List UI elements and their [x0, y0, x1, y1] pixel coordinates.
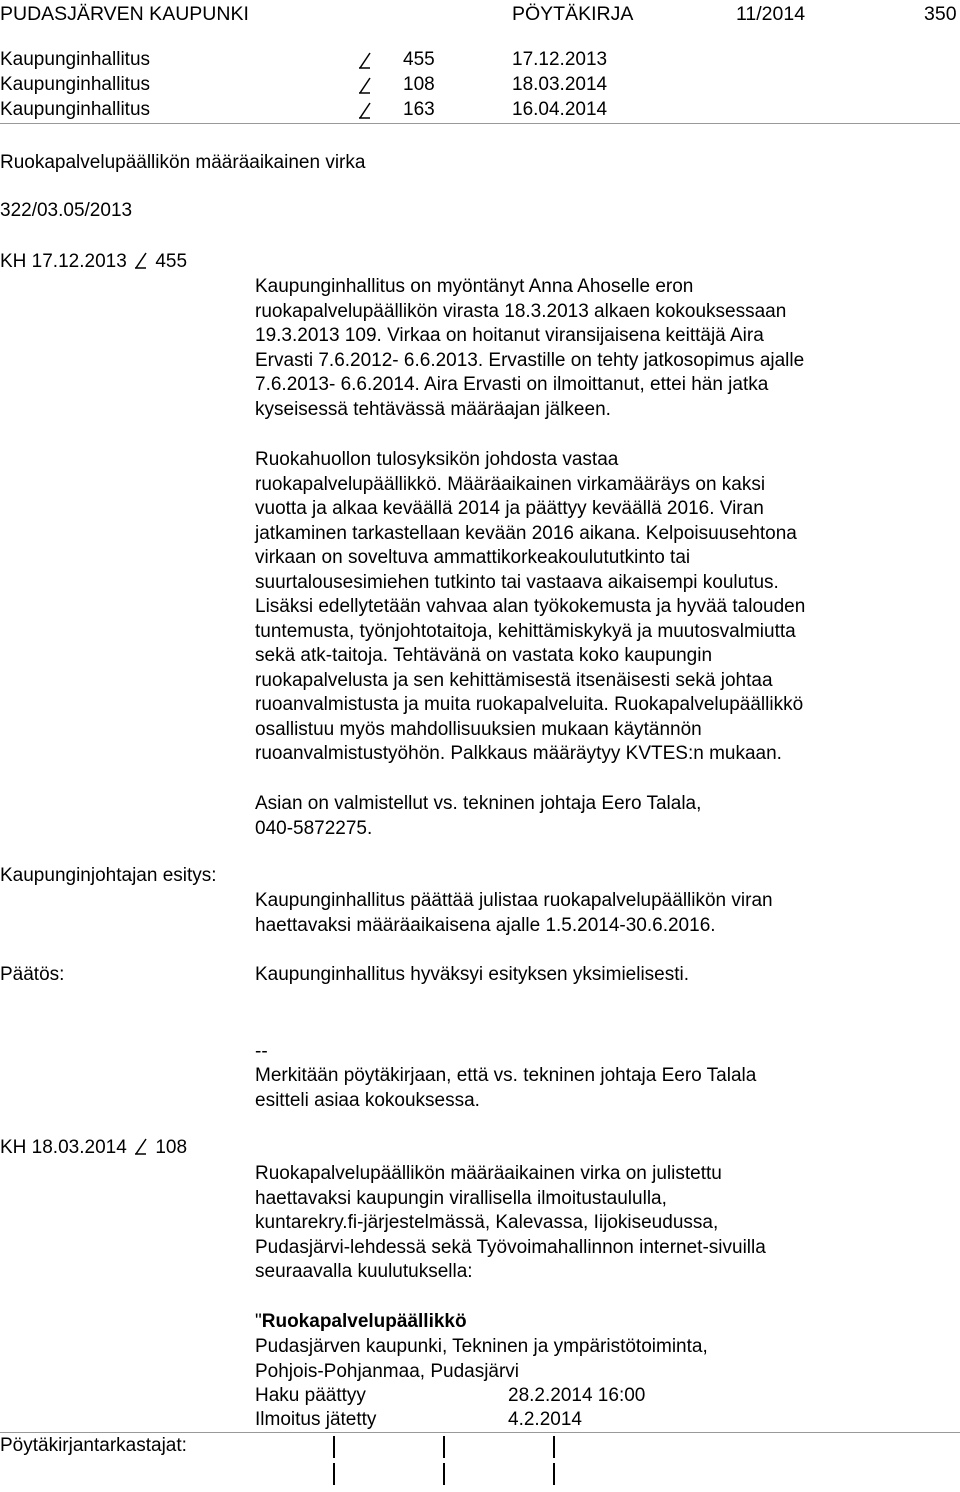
meeting-date: KH 18.03.2014 [0, 1137, 127, 1158]
section-sign-icon [358, 77, 372, 94]
text-line: ruokapalvelupäällikön virasta 18.3.2013 alkaen kokouksessaan [255, 300, 787, 322]
text-line: Ruokahuollon tulosyksikön johdosta vastaa [255, 449, 619, 470]
ad-row-value: 4.2.2014 [508, 1409, 582, 1430]
text-line: 19.3.2013 109. Virkaa on hoitanut viransijaisena keittäjä Aira [255, 325, 764, 346]
reference-section: 108 [403, 74, 435, 95]
text-line: ruokapalvelupäällikkö. Määräaikainen virkamääräys on kaksi [255, 473, 766, 495]
separator: -- [255, 1041, 268, 1062]
meeting-reference [0, 250, 187, 274]
text-line: seuraavalla kuulutuksella: [255, 1261, 473, 1282]
signature-box-divider [333, 1436, 335, 1458]
text-line: Asian on valmistellut vs. tekninen johtaja Eero Talala, [255, 793, 702, 814]
text-line: Kaupunginhallitus on myöntänyt Anna Ahoselle eron [255, 276, 694, 297]
proposal-label: Kaupunginjohtajan esitys: [0, 865, 217, 886]
diary-number: 322/03.05/2013 [0, 200, 133, 221]
text-line: esitteli asiaa kokouksessa. [255, 1089, 480, 1111]
meeting-date: KH 17.12.2013 [0, 251, 127, 272]
reference-body: Kaupunginhallitus [0, 99, 151, 120]
organization-name: PUDASJÄRVEN KAUPUNKI [0, 3, 249, 25]
text-line: Lisäksi edellytetään vahvaa alan työkokemusta ja hyvää talouden [255, 596, 806, 617]
meeting-section: 455 [155, 251, 188, 272]
announcement-paragraph [255, 1162, 955, 1285]
text-line: kyseisessä tehtävässä määräajan jälkeen. [255, 398, 611, 420]
meeting-section: 108 [155, 1137, 188, 1158]
text-line: haettavaksi määräaikaisena ajalle 1.5.2014-30.6.2016. [255, 914, 716, 936]
ad-title-text: Ruokapalvelupäällikkö [261, 1311, 467, 1332]
text-line: Merkitään pöytäkirjaan, että vs. tekninen johtaja Eero Talala [255, 1065, 757, 1086]
text-line: ruoanvalmistusta ja muita ruokapalveluita. Ruokapalvelupäällikkö [255, 694, 804, 715]
preparer-paragraph [255, 792, 955, 841]
text-line: 7.6.2013- 6.6.2014. Aira Ervasti on ilmoittanut, ettei hän jatka [255, 374, 769, 395]
text-line: jatkaminen tarkastellaan kevään 2016 aikana. Kelpoisuusehtona [255, 522, 797, 544]
reference-date: 18.03.2014 [512, 74, 608, 95]
text-line: Pudasjärven kaupunki, Tekninen ja ympäristötoiminta, [255, 1336, 708, 1357]
reference-section: 163 [403, 99, 435, 120]
job-description-paragraph [255, 448, 955, 767]
text-line: sekä atk-taitoja. Tehtävänä on vastata koko kaupungin [255, 645, 713, 666]
text-line: suurtalousesimiehen tutkinto tai vastaava aikaisempi koulutus. [255, 571, 779, 593]
reference-date: 16.04.2014 [512, 99, 608, 120]
page-number: 350 [924, 3, 957, 25]
text-line: kuntarekry.fi-järjestelmässä, Kalevassa, Iijokiseudussa, [255, 1212, 719, 1233]
meeting-reference [0, 1136, 187, 1160]
text-line: 040-5872275. [255, 817, 373, 839]
decision-text: Kaupunginhallitus hyväksyi esityksen yksimielisesti. [255, 964, 690, 985]
signature-box-divider [553, 1436, 555, 1458]
text-line: ruokapalvelusta ja sen kehittämisestä itsenäisesti sekä johtaa [255, 669, 773, 691]
text-line: Ervasti 7.6.2012- 6.6.2013. Ervastille on tehty jatkosopimus ajalle [255, 349, 805, 371]
text-line: haettavaksi kaupungin virallisella ilmoitustaululla, [255, 1187, 667, 1209]
text-line: Pohjois-Pohjanmaa, Pudasjärvi [255, 1360, 520, 1382]
section-sign-icon [134, 252, 148, 269]
signature-box-divider [333, 1463, 335, 1485]
background-paragraph [255, 275, 955, 422]
header-divider [0, 123, 960, 124]
ad-lines [255, 1335, 955, 1384]
text-line: osallistuu myös mahdollisuuksien mukaan käytännön [255, 718, 702, 740]
signature-box-divider [553, 1463, 555, 1485]
footer-divider [0, 1432, 960, 1433]
section-sign-icon [358, 52, 372, 69]
reference-body: Kaupunginhallitus [0, 49, 151, 70]
text-line: Kaupunginhallitus päättää julistaa ruokapalvelupäällikön viran [255, 890, 773, 911]
note-paragraph [255, 1064, 955, 1113]
signature-box-divider [443, 1463, 445, 1485]
section-sign-icon [134, 1138, 148, 1155]
reference-section: 455 [403, 49, 435, 70]
proposal-text [255, 889, 955, 938]
subject-title: Ruokapalvelupäällikön määräaikainen virka [0, 152, 366, 173]
document-type: PÖYTÄKIRJA [512, 3, 634, 25]
text-line: Pudasjärvi-lehdessä sekä Työvoimahallinnon internet-sivuilla [255, 1236, 766, 1258]
text-line: vuotta ja alkaa keväällä 2014 ja päättyy keväällä 2016. Viran [255, 498, 764, 519]
footer-label: Pöytäkirjantarkastajat: [0, 1435, 187, 1456]
section-sign-icon [358, 102, 372, 119]
ad-row-label: Ilmoitus jätetty [255, 1409, 377, 1430]
reference-body: Kaupunginhallitus [0, 74, 151, 95]
issue-number: 11/2014 [736, 3, 806, 25]
ad-row-value: 28.2.2014 16:00 [508, 1385, 646, 1406]
reference-date: 17.12.2013 [512, 49, 608, 70]
ad-title [255, 1310, 467, 1334]
text-line: tuntemusta, työnjohtotaitoja, kehittämiskykyä ja muutosvalmiutta [255, 620, 796, 642]
quote-mark: " [255, 1311, 262, 1332]
signature-box-divider [443, 1436, 445, 1458]
text-line: Ruokapalvelupäällikön määräaikainen virka on julistettu [255, 1163, 722, 1184]
ad-row-label: Haku päättyy [255, 1385, 366, 1406]
text-line: virkaan on soveltuva ammattikorkeakoulututkinto tai [255, 547, 691, 568]
decision-label: Päätös: [0, 964, 65, 985]
text-line: ruoanvalmistustyöhön. Palkkaus määräytyy KVTES:n mukaan. [255, 743, 782, 764]
